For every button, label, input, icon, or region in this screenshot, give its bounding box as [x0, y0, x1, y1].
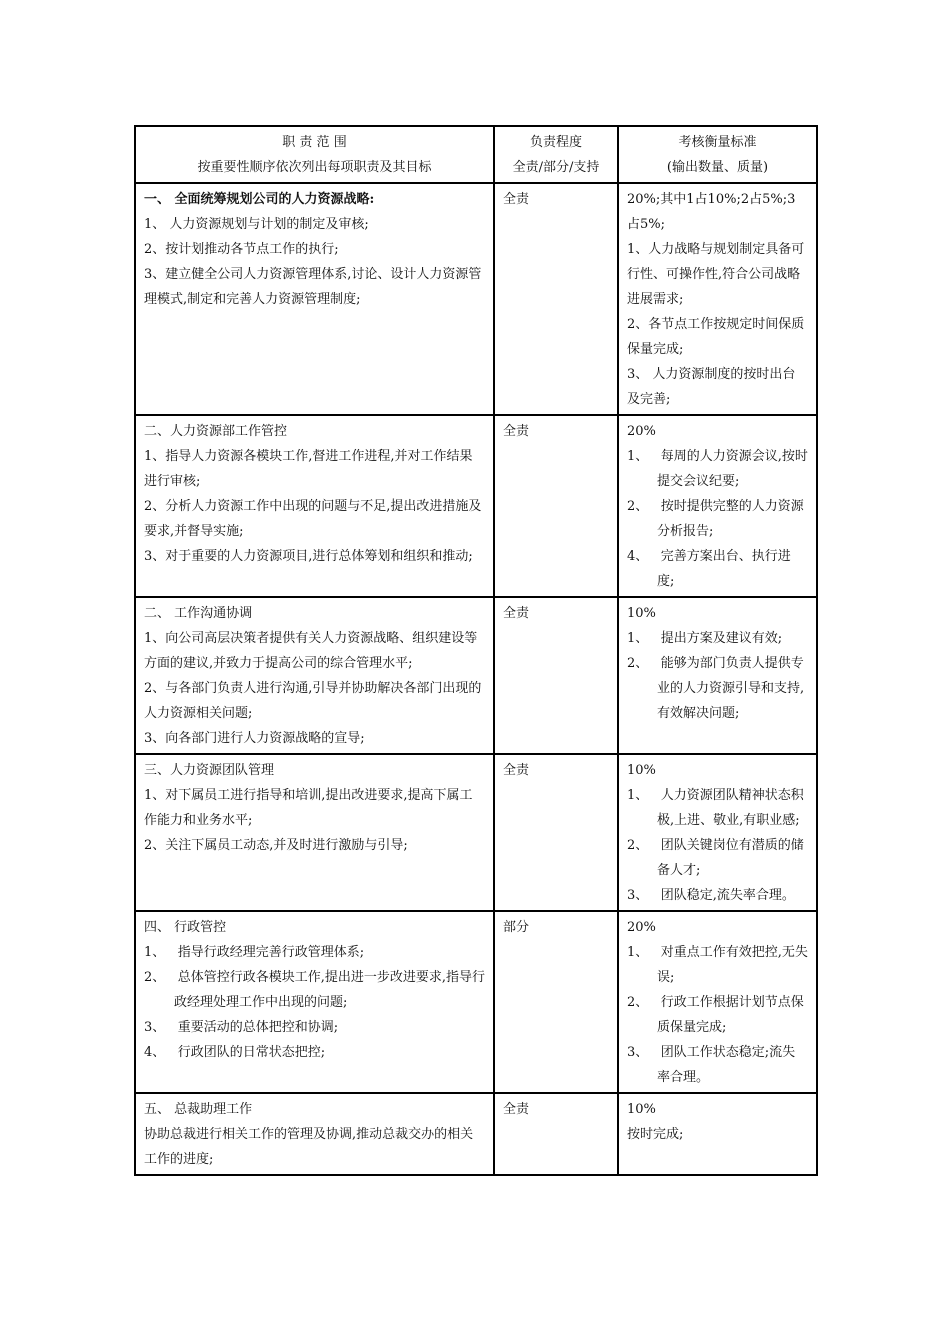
scope-cell — [135, 911, 494, 1093]
criteria-text: 人力资源团队精神状态积极,上进、敬业,有职业感; — [657, 788, 804, 828]
criteria-cell — [618, 597, 817, 754]
criteria-cell — [618, 754, 817, 911]
criteria-cell — [618, 183, 817, 415]
scope-cell — [135, 183, 494, 415]
scope-cell — [135, 1093, 494, 1175]
criteria-number: 3、 — [627, 888, 649, 903]
header-scope-subtitle: 按重要性顺序依次列出每项职责及其目标 — [197, 160, 432, 175]
scope-item: 3、对于重要的人力资源项目,进行总体筹划和组织和推动; — [144, 549, 473, 564]
criteria-text: 按时提供完整的人力资源分析报告; — [657, 499, 804, 539]
row-title: 一、 全面统筹规划公司的人力资源战略: — [144, 192, 375, 207]
row-title: 二、 工作沟通协调 — [144, 606, 253, 621]
criteria-item — [627, 494, 808, 544]
scope-number: 3、 — [144, 1020, 166, 1035]
criteria-item — [627, 1040, 808, 1090]
criteria-item — [627, 544, 808, 594]
criteria-item — [627, 783, 808, 833]
scope-number: 1、 — [144, 945, 166, 960]
criteria-item: 1、人力战略与规划制定具备可行性、可操作性,符合公司战略进展需求; — [627, 242, 805, 307]
criteria-number: 2、 — [627, 499, 649, 514]
criteria-item: 3、 人力资源制度的按时出台及完善; — [627, 367, 796, 407]
scope-item — [144, 1015, 485, 1040]
scope-item: 2、关注下属员工动态,并及时进行激励与引导; — [144, 838, 408, 853]
scope-item: 2、与各部门负责人进行沟通,引导并协助解决各部门出现的人力资源相关问题; — [144, 681, 482, 721]
degree-cell: 部分 — [494, 911, 618, 1093]
criteria-cell — [618, 1093, 817, 1175]
criteria-item: 20%;其中1占10%;2占5%;3占5%; — [627, 192, 796, 232]
criteria-number: 1、 — [627, 788, 649, 803]
criteria-cell — [618, 911, 817, 1093]
header-degree-title: 负责程度 — [529, 135, 582, 150]
criteria-number: 1、 — [627, 945, 649, 960]
criteria-text: 团队工作状态稳定;流失率合理。 — [657, 1045, 796, 1085]
table-header-row — [135, 126, 817, 183]
degree-cell: 全责 — [494, 183, 618, 415]
row-title: 三、人力资源团队管理 — [144, 763, 275, 778]
scope-item — [144, 965, 485, 1015]
scope-text: 行政团队的日常状态把控; — [177, 1045, 326, 1060]
header-criteria-title: 考核衡量标准 — [678, 135, 757, 150]
criteria-weight: 20% — [627, 920, 656, 935]
header-criteria-subtitle: (输出数量、质量) — [666, 160, 769, 175]
scope-item: 3、向各部门进行人力资源战略的宣导; — [144, 731, 365, 746]
criteria-weight: 10% — [627, 763, 656, 778]
criteria-item — [627, 444, 808, 494]
table-row — [135, 597, 817, 754]
criteria-item — [627, 940, 808, 990]
criteria-number: 3、 — [627, 1045, 649, 1060]
table-row — [135, 415, 817, 597]
scope-cell — [135, 754, 494, 911]
scope-item: 1、指导人力资源各模块工作,督进工作进程,并对工作结果进行审核; — [144, 449, 473, 489]
criteria-number: 2、 — [627, 838, 649, 853]
degree-cell: 全责 — [494, 597, 618, 754]
criteria-number: 4、 — [627, 549, 649, 564]
criteria-weight: 10% — [627, 606, 656, 621]
responsibility-table-container — [134, 125, 816, 1176]
row-title: 四、 行政管控 — [144, 920, 227, 935]
criteria-item — [627, 651, 808, 726]
scope-item: 2、按计划推动各节点工作的执行; — [144, 242, 339, 257]
criteria-number: 2、 — [627, 995, 649, 1010]
criteria-text: 团队关键岗位有潜质的储备人才; — [657, 838, 804, 878]
scope-text: 重要活动的总体把控和协调; — [177, 1020, 339, 1035]
criteria-number: 2、 — [627, 656, 649, 671]
criteria-item — [627, 833, 808, 883]
row-title: 五、 总裁助理工作 — [144, 1102, 253, 1117]
table-row — [135, 754, 817, 911]
scope-cell — [135, 597, 494, 754]
scope-item: 3、建立健全公司人力资源管理体系,讨论、设计人力资源管理模式,制定和完善人力资源管理制度; — [144, 267, 482, 307]
table-row — [135, 911, 817, 1093]
criteria-item: 按时完成; — [627, 1127, 684, 1142]
criteria-text: 提出方案及建议有效; — [660, 631, 783, 646]
criteria-text: 对重点工作有效把控,无失误; — [657, 945, 808, 985]
scope-item: 1、对下属员工进行指导和培训,提出改进要求,提高下属工作能力和业务水平; — [144, 788, 473, 828]
scope-cell — [135, 415, 494, 597]
criteria-weight: 20% — [627, 424, 656, 439]
scope-item: 1、 人力资源规划与计划的制定及审核; — [144, 217, 369, 232]
header-scope — [135, 126, 494, 183]
criteria-item — [627, 990, 808, 1040]
criteria-item — [627, 626, 808, 651]
scope-item — [144, 1040, 485, 1065]
criteria-cell — [618, 415, 817, 597]
criteria-item: 2、各节点工作按规定时间保质保量完成; — [627, 317, 805, 357]
header-degree — [494, 126, 618, 183]
degree-cell: 全责 — [494, 415, 618, 597]
criteria-number: 1、 — [627, 449, 649, 464]
criteria-text: 行政工作根据计划节点保质保量完成; — [657, 995, 804, 1035]
row-title: 二、人力资源部工作管控 — [144, 424, 288, 439]
criteria-text: 能够为部门负责人提供专业的人力资源引导和支持,有效解决问题; — [657, 656, 805, 721]
criteria-item — [627, 883, 808, 908]
responsibility-table — [134, 125, 818, 1176]
header-criteria — [618, 126, 817, 183]
header-degree-subtitle: 全责/部分/支持 — [512, 160, 600, 175]
scope-item: 协助总裁进行相关工作的管理及协调,推动总裁交办的相关工作的进度; — [144, 1127, 474, 1167]
header-scope-title: 职 责 范 围 — [282, 135, 347, 150]
criteria-text: 完善方案出台、执行进度; — [657, 549, 791, 589]
scope-item: 2、分析人力资源工作中出现的问题与不足,提出改进措施及要求,并督导实施; — [144, 499, 482, 539]
criteria-number: 1、 — [627, 631, 649, 646]
scope-number: 2、 — [144, 970, 166, 985]
scope-item — [144, 940, 485, 965]
criteria-text: 每周的人力资源会议,按时提交会议纪要; — [657, 449, 808, 489]
criteria-text: 团队稳定,流失率合理。 — [660, 888, 795, 903]
criteria-weight: 10% — [627, 1102, 656, 1117]
scope-number: 4、 — [144, 1045, 166, 1060]
table-row — [135, 1093, 817, 1175]
degree-cell: 全责 — [494, 1093, 618, 1175]
table-row — [135, 183, 817, 415]
scope-text: 指导行政经理完善行政管理体系; — [177, 945, 365, 960]
scope-text: 总体管控行政各模块工作,提出进一步改进要求,指导行政经理处理工作中出现的问题; — [174, 970, 485, 1010]
scope-item: 1、向公司高层决策者提供有关人力资源战略、组织建设等方面的建议,并致力于提高公司的综合管理水平; — [144, 631, 478, 671]
degree-cell: 全责 — [494, 754, 618, 911]
